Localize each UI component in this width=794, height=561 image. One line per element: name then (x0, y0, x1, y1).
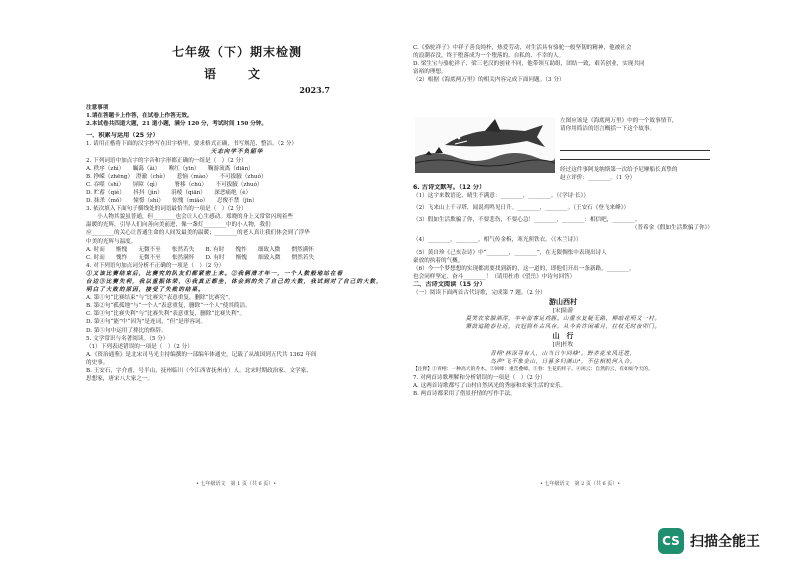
section-heading: 二、古诗文阅读（15 分） (413, 280, 486, 288)
option-line: B. 第②句“孤孤地”与“一个人”表意重复，删除“一个人”使其简洁。 (86, 303, 251, 310)
right-column-middle (413, 184, 713, 398)
option-line: A.《资治通鉴》是北宋司马光主持编撰的一部编年体通史，记载了从战国到五代共 1362 年间 (86, 351, 317, 358)
option-line: D. 第④句“能”中“因为”是连词，“但”是形容词。 (86, 319, 207, 326)
passage-line: 台边③比赛失利，我以重振体荣，④我真正都坐，体会到的失了自己的大数，我试到对了自己的大数， (86, 278, 383, 285)
section-heading: 一、积累与运用（25 分） (86, 132, 159, 140)
question-line: （1）下列表述错误的一项是（ ）（2 分） (86, 343, 193, 350)
question-line: 3. 依次填入下面句子横线处的词语最恰当的一项是（ ）（2 分） (86, 206, 247, 213)
question-line: 7. 对两首诗歌理解和分析错误的一项是（ ）（2 分） (413, 374, 546, 381)
exam-header (86, 44, 388, 96)
picture-question-text (560, 117, 714, 133)
right-column-top (413, 44, 713, 84)
exam-date: 2023.7 (299, 85, 330, 95)
page-footer-right: • 七年级语文 第 2 页（共 6 页）• (540, 481, 621, 487)
option-line: A. 时而 惭愧 无微不至 怅然若失 B. 有时 愧怍 细致入微 惘然满怀 (86, 246, 314, 253)
question-line: 4. 对下列语句加点词分析不正确的一项是（ ）（2 分） (86, 262, 225, 269)
notice-heading: 注意事项 (86, 105, 109, 111)
passage-line: 温暖的光辉，引导人们向善向美前进，像一盏灯________中的小人物，我们 (86, 222, 271, 229)
exam-title: 七年级（下）期末检测 (171, 45, 302, 59)
option-line: A. 第①句“比赛结束”与“比赛究”表意重复，删除“比赛究”。 (86, 295, 234, 302)
passage-line: ①又该比赛结束后，比赛究的队友们都紧密上来。②我俩清才年一，一个人数般地站在看 (86, 270, 344, 277)
option-line: 富裕的理想。 (413, 69, 447, 76)
passage-line: 明白了大败的原因，接受了失败的结果。 (86, 287, 205, 294)
fill-line: （3）假如生活欺骗了你，不要悲伤，不要心急！________，________：相信吧，________。 (413, 217, 641, 224)
fill-line: （2）飞来山上千寻塔，闻说鸡鸣见日升。________，________。（王安石《登飞来峰》） (413, 205, 630, 212)
question-line: 1. 请用正楷将下面的汉字抄写在田字格里，要求格式正确，书写规范、整洁。（2 分） (86, 141, 298, 148)
poem-title: 山 行 (552, 331, 574, 341)
answer-line[interactable] (560, 151, 710, 160)
passage-line: 小人物其貌虽普通，但________也会让人心生感动。郑晓的身上又常常闪现着些 (86, 214, 293, 221)
option-line: B. 王安石，字介甫，号半山，抚州临川（今江西省抚州市）人。北宋时期政治家、文学家、 (86, 368, 312, 374)
fill-line: （5）黄自珍《己亥杂诗》中“________，________”，在无限惆怅中表现出诗人 (413, 249, 607, 256)
option-line: 的史事。 (86, 359, 109, 366)
question-line: 请你用简洁的语言概括一下这个故事。 (560, 126, 656, 133)
page-footer-left: • 七年级语文 第 1 页（共 6 页）• (196, 481, 277, 487)
scanner-watermark (658, 524, 794, 558)
option-line: A. 秩序（zhì） 瞩蔼（ǎi） 喉红（yīn） 鞠游流离（diān） (86, 165, 254, 172)
passage-line: 应________的关心让普通生命的人间发最美的温暖；________的老人真让我们体会到了浮华 (86, 230, 310, 237)
option-line: C. 时而 愧怍 无微不至 怅然满怀 D. 有时 惭愧 细致入微 惘然若失 (86, 254, 315, 261)
left-column (86, 104, 388, 383)
question-line: 左图应该是《海底两万里》中的一个故事情节， (560, 118, 678, 124)
option-line: 的浪潮吞没，终于堕落成为一个堕落的、自私的、不幸的人。 (413, 53, 565, 60)
fill-line: 豪放的执着的气概。 (413, 257, 464, 264)
exam-subject: 语 文 (203, 67, 270, 81)
answer-lines (560, 142, 710, 160)
notice-item: 1.请在答题卡上作答，在试卷上作答无效。 (86, 113, 193, 120)
question-line: 2. 下列词语中加点字的字音和字形都正确的一组是（ ）（2 分） (86, 157, 247, 164)
picture-question-text-2 (560, 166, 714, 182)
option-line: B. 挣嵘（zhēng） 澄澈（chè） 惹恼（mào） 不可拔腋（zhuó） (86, 173, 267, 180)
option-line: D. 梁生宝与骆驼祥子、梁三老汉的创业不同，他带领互助组，团结一致，艰苦创业，实现共同 (413, 61, 645, 68)
question-line: （一）阅读下面两首古代诗歌，完成第 7 题。（2 分） (413, 290, 546, 297)
option-line: D. 贮蓄（qiè） 抖抖（jìn） 涓棱（qiān） 深恶痛绝（è） (86, 189, 252, 196)
poem-author: [宋]陆游 (552, 308, 574, 315)
fill-line: 也会同样坚定、奋斗________！（请用杜甫《望岳》中诗句回答） (413, 273, 576, 280)
camscanner-logo-icon: CS (658, 528, 684, 554)
option-line: B. 两首诗都采用了借景抒情的写作手法。 (413, 390, 516, 397)
poem-author: [唐]杜牧 (552, 342, 574, 349)
question-line: 5. 文学常识与名著阅读。（5 分） (86, 335, 169, 342)
fill-line: （4）________，________，相气传金柝，寒光照铁衣。（《木兰诗》） (413, 237, 582, 244)
option-line: A. 这两首诗歌都写了山村自然风光的秀丽和农家生活的安乐。 (413, 382, 567, 389)
watermark-text: 扫描全能王 (690, 534, 760, 550)
copy-text: 天志向学不负韶华 (210, 149, 264, 156)
option-line: D. 抹杀（mǒ） 憧憬（shí） 惊愧（miǎo） 忍俊不禁（jīn） (86, 198, 258, 205)
poem-line: 莫笑农家腊酒浑，丰年留客足鸡豚。山重水复疑无路，柳暗花明又一村。 (465, 316, 661, 323)
fill-line: （普希金《假如生活欺骗了你》） (631, 225, 713, 232)
fill-line: （1）这宇来数语论，晴生不满意：________，________。（《学诗·长》） (413, 193, 589, 200)
question-line: 经过这件事阿龙纳斯第一次给予尼摩船长真挚的 (560, 167, 678, 173)
question-heading: 6. 古诗文默写。（12 分） (413, 184, 486, 191)
option-line: 思想家，唐宋八大家之一。 (86, 376, 154, 383)
notice-item: 2.本试卷共四道大题，21 道小题，满分 120 分，考试时间 150 分钟。 (86, 121, 267, 128)
poem-note: 【注释】①青栩：一种高大的乔木。②回峰：重峦叠嶂。③春：生花的样子。④闲云：自然的云，有如如今天的。 (413, 366, 653, 372)
question-line: 赵立评价：________。（1 分） (560, 175, 636, 182)
poem-line: 箫鼓追随春社近，衣冠简朴古风存。从今若许闲乘月，拄杖无时夜叩门。 (465, 324, 661, 331)
shark-illustration (415, 117, 555, 173)
option-line: C.《骆驼祥子》中祥子善良纯朴，热爱劳动，对生活具有骆驼一般坚韧的精神，他被社会 (413, 45, 632, 51)
option-line: D. 第⑤句中运用了排比的修辞。 (86, 327, 167, 334)
answer-line[interactable] (560, 142, 710, 151)
poem-line: 青栩¹林深寻有人，山当日午回峰²。野荞花来风还胜， (490, 350, 636, 357)
passage-line: 中美的光辉与温度。 (86, 238, 137, 245)
option-line: C. 第③句“比赛失利”与“比赛失利”表意重复，删除“比赛失利”。 (86, 311, 246, 318)
question-line: （2）根据《海底两万里》的相关内容完成下面问题。（3 分） (413, 77, 565, 84)
poem-line: 鸟声³飞不象金山，日暮多归满山⁴，不住相机何入合。 (490, 358, 636, 365)
poem-title: 游山西村 (549, 297, 577, 307)
option-line: C. 吞噬（shì） 屏障（qì） 署移（chú） 不可拔腋（zhuó） (86, 181, 263, 188)
fill-line: （6）今一个梦想想的实现都需要找到新的，这一道的，即他们开出一条新路，________， (413, 265, 635, 272)
